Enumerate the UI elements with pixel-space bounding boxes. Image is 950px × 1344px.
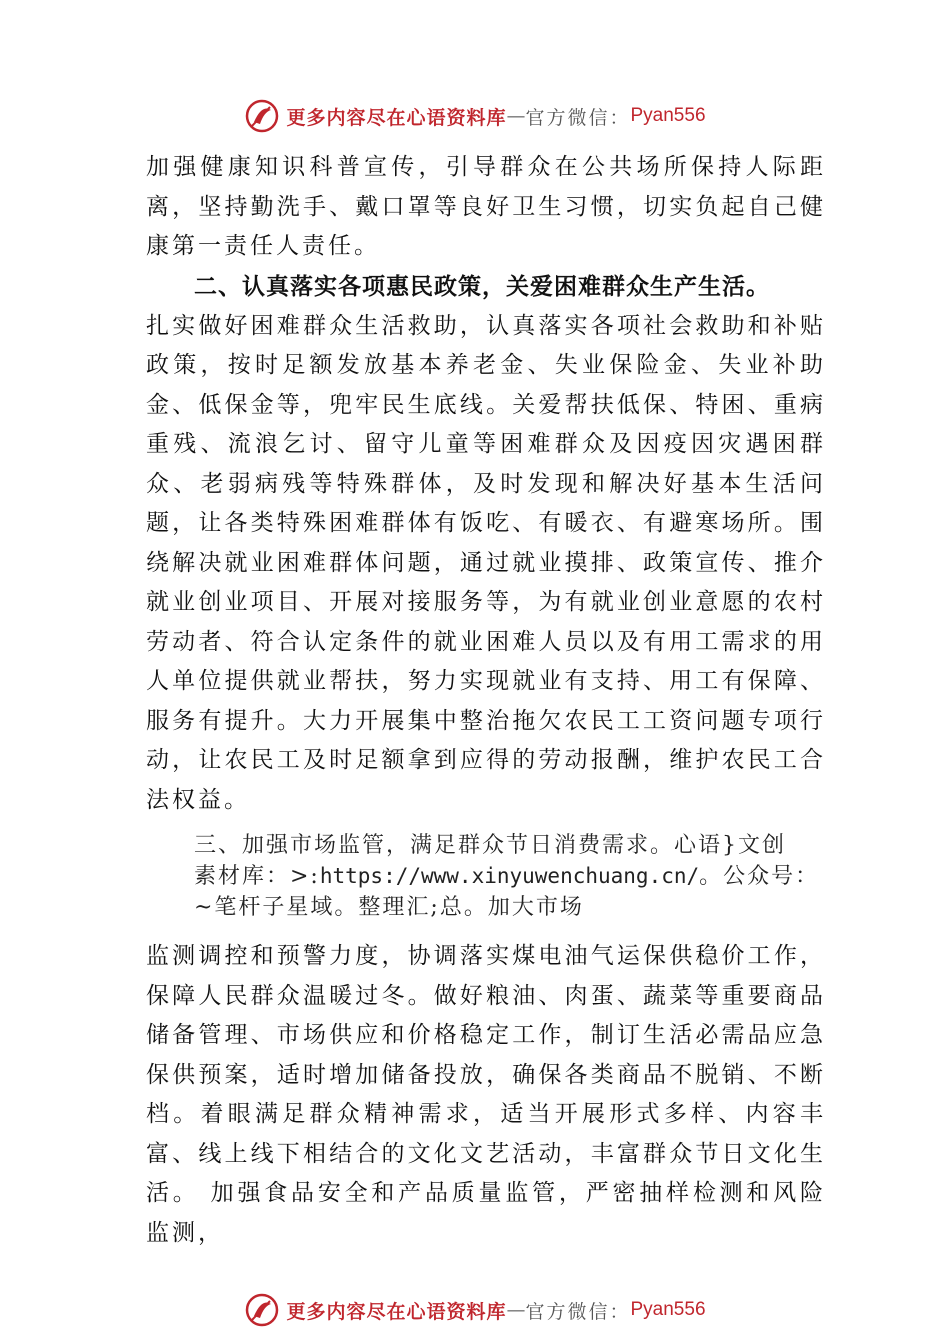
- banner-brand-text: 更多内容尽在心语资料库: [286, 1300, 507, 1323]
- section3-line-2-suffix: 。公众号：: [699, 864, 820, 889]
- banner-brand-text: 更多内容尽在心语资料库: [286, 106, 507, 129]
- footer-banner: [0, 1290, 950, 1330]
- section-heading-3-block: [146, 830, 826, 923]
- brand-logo-icon: [244, 98, 280, 134]
- banner-wechat-id: Pyan556: [630, 1299, 706, 1320]
- section3-line-1: 三、加强市场监管，满足群众节日消费需求。心语}文创: [194, 833, 786, 858]
- brand-logo-icon: [244, 1292, 280, 1328]
- banner-label: 官方微信：: [525, 1300, 631, 1323]
- section3-url: https://www.xinyuwenchuang.cn/: [319, 864, 700, 888]
- banner-separator: —: [506, 1299, 526, 1321]
- section-heading-2: 二、认真落实各项惠民政策，关爱困难群众生产生活。: [194, 272, 770, 300]
- section3-line-3: ~笔杆子星域。整理汇;总。加大市场: [194, 895, 584, 920]
- section3-line-2-prefix: 素材库：>:: [194, 864, 320, 889]
- paragraph-1: 加强健康知识科普宣传，引导群众在公共场所保持人际距离，坚持勤洗手、戴口罩等良好卫生习惯，切实负起自己健康第一责任人责任。: [146, 154, 826, 259]
- paragraph-3: 监测调控和预警力度，协调落实煤电油气运保供稳价工作， 保障人民群众温暖过冬。做好粮油、肉蛋、蔬菜等重要商品储备管理、市场供应和价格稳定工作，制订生活必需品应急保供预案，适时增加储备投放，确保各类商品不脱销、不断档。着眼满足群众精神需求，适当开展形式多样、内容丰富、线上线下相结合的文化文艺活动，丰富群众节日文化生活。 加强食品安全和产品质量监管，严密抽样检测和风险监测，: [146, 943, 826, 1246]
- section3-line-2: [194, 861, 826, 892]
- header-banner: [0, 96, 950, 136]
- banner-label: 官方微信：: [525, 106, 631, 129]
- banner-separator: —: [506, 105, 526, 127]
- banner-wechat-id: Pyan556: [630, 105, 706, 126]
- document-body: [146, 148, 826, 1253]
- paragraph-2: 扎实做好困难群众生活救助，认真落实各项社会救助和补贴政策，按时足额发放基本养老金、失业保险金、失业补助金、低保金等，兜牢民生底线。关爱帮扶低保、特困、重病重残、流浪乞讨、留守儿童等困难群众及因疫因灾遇困群众、老弱病残等特殊群体，及时发现和解决好基本生活问题，让各类特殊困难群体有饭吃、有暖衣、有避寒场所。围绕解决就业困难群体问题，通过就业摸排、政策宣传、推介就业创业项目、开展对接服务等，为有就业创业意愿的农村劳动者、符合认定条件的就业困难人员以及有用工需求的用人单位提供就业帮扶，努力实现就业有支持、用工有保障、服务有提升。大力开展集中整治拖欠农民工工资问题专项行动，让农民工及时足额拿到应得的劳动报酬，维护农民工合法权益。: [146, 312, 826, 813]
